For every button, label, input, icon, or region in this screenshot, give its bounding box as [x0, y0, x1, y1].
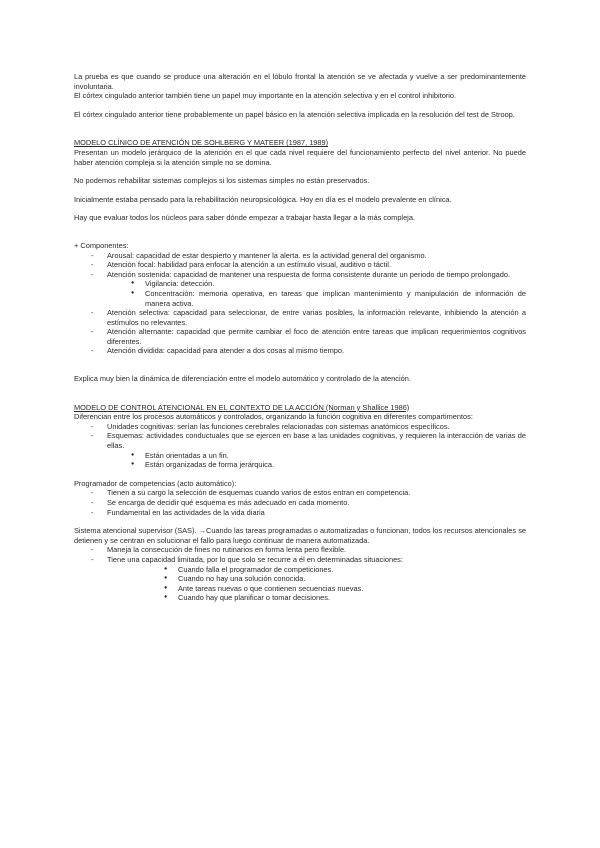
intro-paragraph-frontal: La prueba es que cuando se produce una alteración en el lóbulo frontal la atención se ve afectada y vuelve a ser predominantemente involuntaria.: [74, 72, 526, 91]
list-item: ● Cuando hay que planificar o tomar decisiones.: [107, 593, 526, 603]
situations-sublist: [107, 565, 526, 603]
sohlberg-paragraph-hierarchy: Presentan un modelo jerárquico de la atención en el que cada nivel requiere del funcionamiento perfecto del nivel anterior. No puede haber atención compleja si la atención simple no se domina.: [74, 147, 526, 167]
esquemas-sublist: [107, 451, 526, 470]
sas-list: [74, 545, 526, 603]
list-item: [74, 431, 526, 469]
programador-label: Programador de competencias (acto automático):: [74, 478, 237, 488]
components-list: [74, 251, 526, 357]
list-item: ● Concentración: memoria operativa, en tareas que implican mantenimiento y manipulación de información de manera activa.: [107, 289, 526, 308]
list-item: ● Cuando falla el programador de competiciones.: [107, 565, 526, 575]
compartments-list: [74, 422, 526, 470]
list-item: ● Vigilancia: detección.: [107, 279, 526, 289]
list-item: - Fundamental en las actividades de la vida diaria: [74, 508, 526, 518]
explica-paragraph: Explica muy bien la dinámica de diferenciación entre el modelo automático y controlado de la atención.: [74, 374, 411, 384]
section-heading-sohlberg: MODELO CLÍNICO DE ATENCIÓN DE SOHLBERG Y MATEER (1987, 1989): [74, 138, 329, 148]
list-item: - Atención focal: habilidad para enfocar la atención a un estímulo visual, auditivo o táctil.: [74, 260, 526, 270]
document-page: [74, 72, 526, 603]
section-heading-norman-shallice: MODELO DE CONTROL ATENCIONAL EN EL CONTEXTO DE LA ACCIÓN (Norman y Shallice 1986): [74, 402, 410, 412]
sohlberg-paragraph-rehab: No podemos rehabilitar sistemas complejos si los sistemas simples no están preservados.: [74, 176, 370, 186]
list-item: [74, 555, 526, 603]
programador-list: [74, 488, 526, 517]
sohlberg-paragraph-origin: Inicialmente estaba pensado para la rehabilitación neuropsicológica. Hoy en día es el modelo prevalente en clínica.: [74, 194, 452, 204]
components-label: + Componentes:: [74, 240, 129, 250]
list-item: - Atención dividida: capacidad para atender a dos cosas al mismo tiempo.: [74, 346, 526, 356]
list-item: - Se encarga de decidir qué esquema es más adecuado en cada momento.: [74, 498, 526, 508]
list-item-text: Atención sostenida: capacidad de mantener una respuesta de forma consistente durante un periodo de tiempo prolongado.: [107, 269, 511, 279]
list-item: ● Cuando no hay una solución conocida.: [107, 574, 526, 584]
list-item: - Atención selectiva: capacidad para seleccionar, de entre varias posibles, la información relevante, inhibiendo la atención a estímulos no relevantes.: [74, 308, 526, 327]
list-item: ● Están organizadas de forma jerárquica.: [107, 460, 526, 470]
list-item: - Atención alternante: capacidad que permite cambiar el foco de atención entre tareas que implican requerimientos cognitivos diferentes.: [74, 327, 526, 346]
list-item: - Maneja la consecución de fines no rutinarios en forma lenta pero flexible.: [74, 545, 526, 555]
list-item-text: Esquemas: actividades conductuales que se ejercen en base a las unidades cognitivas, y requieren la interacción de varias de ellas.: [107, 431, 526, 451]
sohlberg-paragraph-evaluate: Hay que evaluar todos los núcleos para saber dónde empezar a trabajar hasta llegar a la más compleja.: [74, 213, 415, 223]
list-item: ● Están orientadas a un fin.: [107, 451, 526, 461]
intro-paragraph-stroop: El córtex cingulado anterior tiene probablemente un papel básico en la atención selectiva implicada en la resolución del test de Stroop.: [74, 109, 515, 119]
list-item: - Tienen a su cargo la selección de esquemas cuando varios de estos entran en competencia.: [74, 488, 526, 498]
sostenida-sublist: [107, 279, 526, 308]
list-item: [74, 270, 526, 308]
list-item-text: Tiene una capacidad limitada, por lo que solo se recurre a él en determinadas situaciones:: [107, 554, 403, 564]
intro-paragraph-cingulate-inhibitory: El córtex cingulado anterior también tiene un papel muy importante en la atención selectiva y en el control inhibitorio.: [74, 91, 457, 101]
list-item: ● Ante tareas nuevas o que contienen secuencias nuevas.: [107, 584, 526, 594]
list-item: - Unidades cognitivas: serían las funciones cerebrales relacionadas con sistemas anatómicos específicos.: [74, 422, 526, 432]
norman-paragraph-intro: Diferencian entre los procesos automáticos y controlados, organizando la función cognitiva en diferentes compartimentos:: [74, 412, 473, 422]
list-item: - Arousal: capacidad de estar despierto y mantener la alerta. es la actividad general del organismo.: [74, 251, 526, 261]
sas-paragraph: Sistema atencional supervisor (SAS). →Cuando las tareas programadas o automatizadas o funcionan, todos los recursos atencionales se detienen y se centran en solucionar el fallo para luego continuar de manera automatizada.: [74, 526, 526, 545]
